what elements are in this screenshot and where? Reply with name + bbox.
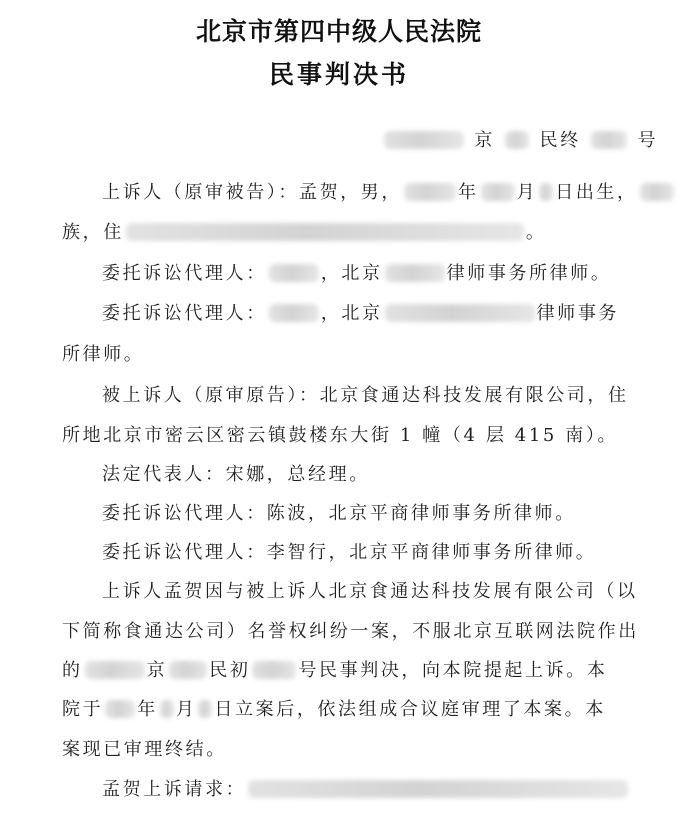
agent-2-cont: 所律师。 <box>62 344 145 365</box>
redaction-block <box>169 661 207 679</box>
agent-3: 委托诉讼代理人：陈波，北京平商律师事务所律师。 <box>102 503 576 524</box>
document-type: 民事判决书 <box>268 60 409 89</box>
body-line-4: 院于 年 月 日立案后，依法组成合议庭审理了本案。本 <box>62 699 606 720</box>
appellee-line-1: 被上诉人（原审原告）：北京食通达科技发展有限公司，住 <box>102 385 629 406</box>
redaction-block <box>160 700 174 718</box>
appellee-line-2: 所地北京市密云区密云镇鼓楼东大街 1 幢（4 层 415 南）。 <box>62 425 619 446</box>
appeal-claims: 孟贺上诉请求： <box>102 775 630 801</box>
redaction-block <box>385 264 445 282</box>
redaction-block <box>640 183 674 201</box>
body-line-5: 案现已审理终结。 <box>62 739 227 760</box>
redaction-block <box>105 700 135 718</box>
appellant-line-1: 上诉人（原审被告）：孟贺，男， 年 月 日出生， <box>102 178 676 204</box>
redaction-block <box>248 780 628 798</box>
redaction-block <box>85 661 145 679</box>
agent-4: 委托诉讼代理人：李智行，北京平商律师事务所律师。 <box>102 542 597 563</box>
redaction-block <box>404 183 456 201</box>
redaction-block <box>505 131 529 149</box>
redaction-block <box>384 131 464 149</box>
redaction-block <box>481 183 515 201</box>
redaction-block <box>539 183 553 201</box>
redaction-block <box>385 304 535 322</box>
redaction-block <box>252 661 296 679</box>
agent-1: 委托诉讼代理人： ，北京 律师事务所律师。 <box>102 263 612 284</box>
redaction-block <box>198 700 212 718</box>
body-line-2: 下简称食通达公司）名誉权纠纷一案，不服北京互联网法院作出 <box>62 621 639 642</box>
body-line-1: 上诉人孟贺因与被上诉人北京食通达科技发展有限公司（以 <box>102 581 638 602</box>
agent-2: 委托诉讼代理人： ，北京 律师事务 <box>102 303 620 324</box>
redaction-block <box>126 223 524 241</box>
appellant-line-2: 族，住 。 <box>62 222 547 243</box>
body-line-3: 的 京 民初 号民事判决，向本院提起上诉。本 <box>62 660 608 681</box>
redaction-block <box>269 264 319 282</box>
redaction-block <box>269 304 319 322</box>
legal-representative: 法定代表人：宋娜，总经理。 <box>102 464 370 485</box>
case-number: 京 民终 号 <box>382 126 658 152</box>
redaction-block <box>591 131 627 149</box>
court-name: 北京市第四中级人民法院 <box>195 17 482 46</box>
